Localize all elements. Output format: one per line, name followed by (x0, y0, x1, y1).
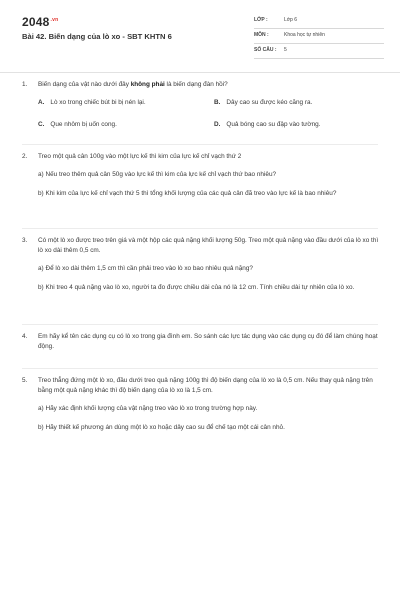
question-text-pre: Biến dạng của vật nào dưới đây (38, 81, 131, 88)
option-text: Dây cao su được kéo căng ra. (226, 99, 313, 106)
option-b[interactable] (214, 98, 312, 108)
question-number: 2. (22, 153, 28, 160)
logo-main: 2048 (22, 15, 50, 29)
logo-tld: .vn (50, 17, 59, 23)
question-divider (22, 324, 378, 325)
meta-row-class (254, 14, 384, 29)
question-text-post: là biến dạng đàn hồi? (164, 81, 228, 88)
question-divider (22, 228, 378, 229)
option-letter: D. (214, 121, 221, 128)
meta-key: LỚP : (254, 17, 268, 23)
option-letter: B. (214, 99, 221, 106)
meta-key: MÔN : (254, 32, 269, 38)
option-text: Que nhôm bị uốn cong. (50, 121, 117, 128)
question-emphasis: không phải (130, 81, 165, 88)
question-1 (22, 80, 382, 146)
sub-question-b: b) Khi treo 4 quả nặng vào lò xo, người ta đo được chiều dài của nó là 12 cm. Tính chiều dài tự nhiên của lò xo. (38, 284, 355, 291)
question-divider (22, 368, 378, 369)
sub-question-a: a) Nếu treo thêm quả cân 50g vào lực kế thì kim của lực kế chỉ vạch thứ bao nhiêu? (38, 171, 277, 178)
question-2 (22, 152, 382, 199)
sub-question-b: b) Hãy thiết kế phương án dùng một lò xo hoặc dây cao su để chế tạo một cái cân nhỏ. (38, 424, 285, 431)
sub-question-b: b) Khi kim của lực kế chỉ vạch thứ 5 thì tổng khối lượng của các quả cân đã treo vào lực kế là bao nhiêu? (38, 190, 337, 197)
question-3 (22, 236, 382, 293)
question-number: 1. (22, 81, 28, 88)
sub-question-a: a) Để lò xo dài thêm 1,5 cm thì cần phải treo vào lò xo bao nhiêu quả nặng? (38, 265, 253, 272)
question-text (38, 80, 382, 90)
question-text: Có một lò xo được treo trên giá và một hộp các quả nặng khối lượng 50g. Treo một quả nặng vào đầu dưới của lò xo thì lò xo dài thêm 0,5 cm. (38, 237, 379, 254)
question-4 (22, 332, 382, 352)
question-text: Treo một quả cân 100g vào một lực kế thì kim của lực kế chỉ vạch thứ 2 (38, 153, 242, 160)
question-text: Em hãy kể tên các dụng cụ có lò xo trong gia đình em. So sánh các lực tác dụng vào các dụng cụ đó để làm chúng hoạt động. (38, 333, 378, 350)
question-divider (22, 144, 378, 145)
header-divider (0, 72, 400, 73)
meta-value: 5 (284, 47, 287, 53)
option-text: Lò xo trong chiếc bút bi bị nén lại. (50, 99, 146, 106)
meta-value: Khoa học tự nhiên (284, 32, 325, 38)
question-number: 5. (22, 377, 28, 384)
question-number: 4. (22, 333, 28, 340)
meta-key: SỐ CÂU : (254, 47, 277, 53)
option-text: Quả bóng cao su đập vào tường. (226, 121, 321, 128)
option-a[interactable] (38, 98, 146, 108)
meta-value: Lớp 6 (284, 17, 298, 23)
option-c[interactable] (38, 120, 117, 130)
option-letter: C. (38, 121, 45, 128)
header (0, 0, 400, 68)
meta-row-count (254, 44, 384, 59)
question-number: 3. (22, 237, 28, 244)
page-title: Bài 42. Biến dạng của lò xo - SBT KHTN 6 (22, 32, 172, 41)
option-d[interactable] (214, 120, 321, 130)
question-text: Treo thẳng đứng một lò xo, đầu dưới treo quả nặng 100g thì độ biến dạng của lò xo là 0,5 cm. Nếu thay quả nặng trên bằng một quả nặng khác thì độ biến dạng của lò xo là 1,5 cm. (38, 377, 373, 394)
site-logo[interactable] (22, 15, 58, 29)
sub-question-a: a) Hãy xác định khối lượng của vật nặng treo vào lò xo trong trường hợp này. (38, 405, 258, 412)
answer-options (38, 98, 382, 146)
option-letter: A. (38, 99, 45, 106)
meta-row-subject (254, 29, 384, 44)
meta-info (254, 14, 384, 59)
question-5 (22, 376, 382, 433)
